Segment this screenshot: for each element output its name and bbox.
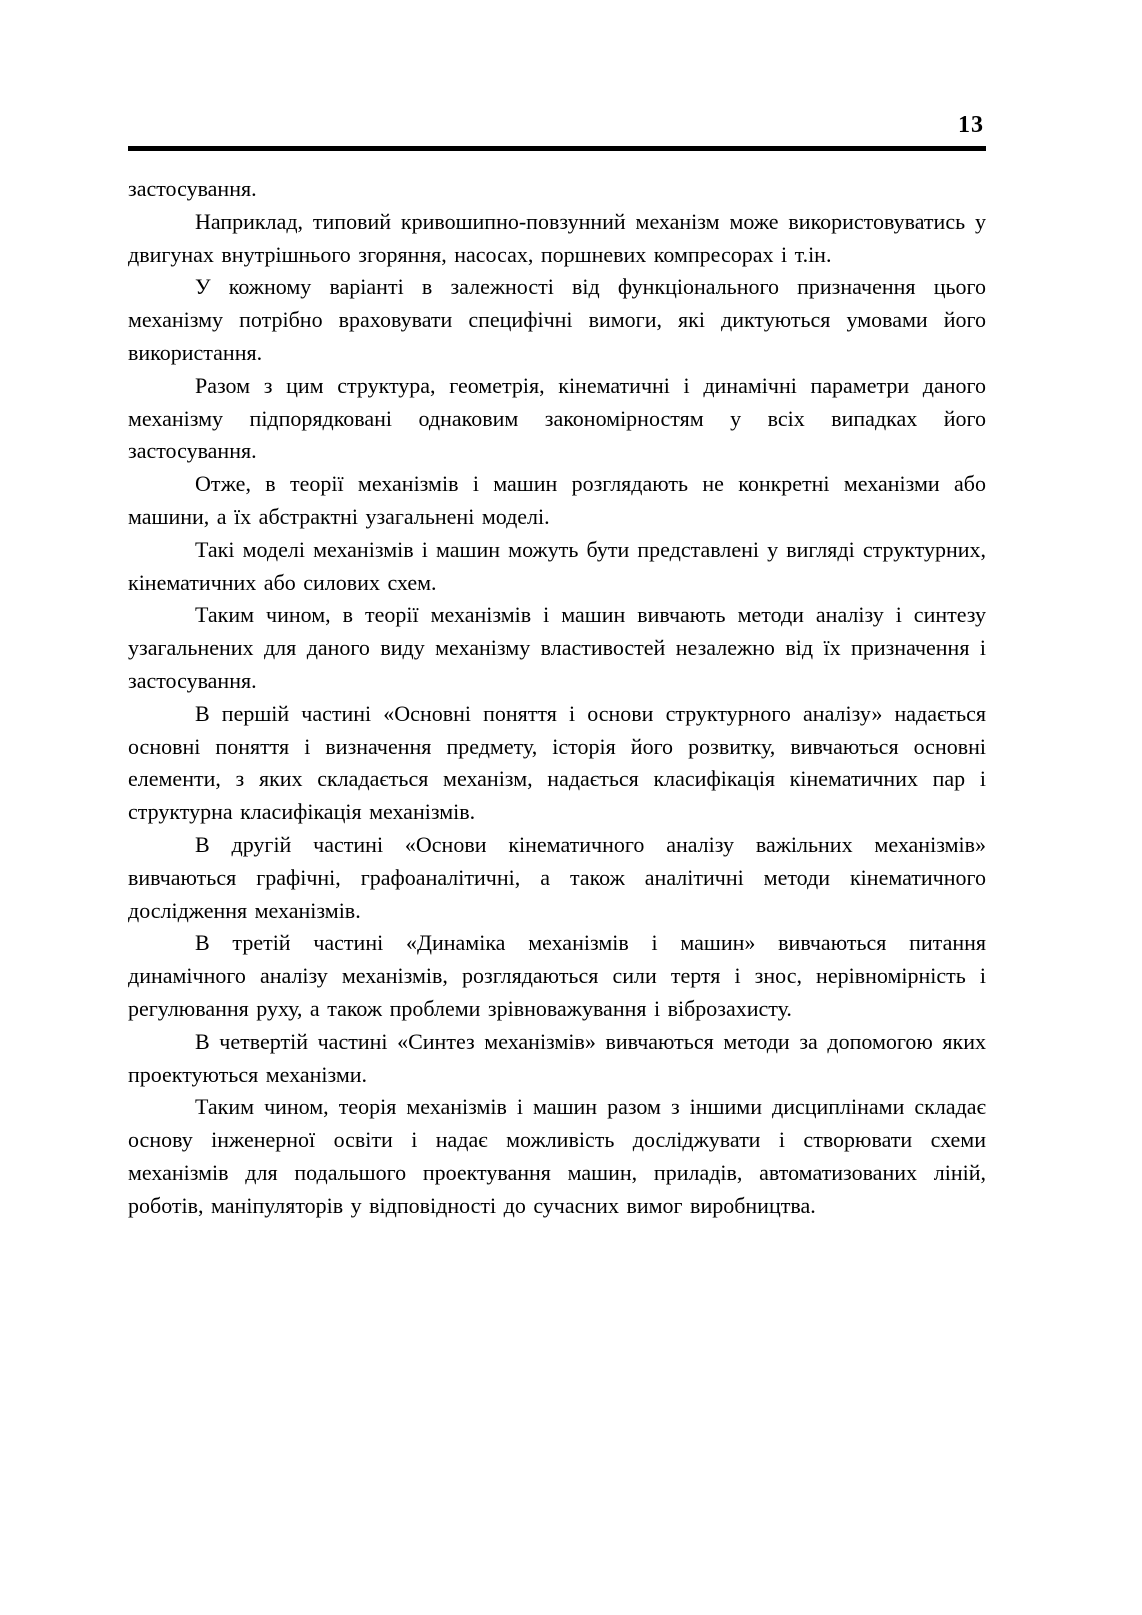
paragraph: Разом з цим структура, геометрія, кінематичні і динамічні параметри даного механізму підпорядковані однаковим закономірностям у всіх випадках його застосування. [128, 372, 986, 464]
paragraph: В першій частині «Основні поняття і основи структурного аналізу» надається основні поняття і визначення предмету, історія його розвитку, вивчаються основні елементи, з яких складається механізм, надається класифікація кінематичних пар і структурна класифікація механізмів. [128, 700, 986, 825]
body-text [128, 173, 986, 1223]
paragraph: В другій частині «Основи кінематичного аналізу важільних механізмів» вивчаються графічні, графоаналітичні, а також аналітичні методи кінематичного дослідження механізмів. [128, 831, 986, 923]
paragraph: Наприклад, типовий кривошипно-повзунний механізм може використовуватись у двигунах внутрішнього згоряння, насосах, поршневих компресорах і т.ін. [128, 208, 986, 267]
paragraph: В третій частині «Динаміка механізмів і машин» вивчаються питання динамічного аналізу механізмів, розглядаються сили тертя і знос, нерівномірність і регулювання руху, а також проблеми зрівноважування і віброзахисту. [128, 930, 986, 1021]
paragraph: У кожному варіанті в залежності від функціонального призначення цього механізму потрібно враховувати специфічні вимоги, які диктуються умовами його використання. [128, 274, 986, 365]
paragraph: Такі моделі механізмів і машин можуть бути представлені у вигляді структурних, кінематичних або силових схем. [128, 536, 986, 595]
page-header [128, 110, 986, 151]
paragraph: Отже, в теорії механізмів і машин розглядають не конкретні механізми або машини, а їх абстрактні узагальнені моделі. [128, 471, 986, 529]
page-number: 13 [958, 112, 984, 138]
paragraph: застосування. [128, 176, 257, 201]
paragraph: Таким чином, в теорії механізмів і машин вивчають методи аналізу і синтезу узагальнених для даного виду механізму властивостей незалежно від їх призначення і застосування. [128, 602, 986, 693]
paragraph: Таким чином, теорія механізмів і машин разом з іншими дисциплінами складає основу інженерної освіти і надає можливість досліджувати і створювати схеми механізмів для подальшого проектування машин, приладів, автоматизованих ліній, роботів, маніпуляторів у відповідності до сучасних вимог виробництва. [128, 1094, 986, 1218]
page-content-area [128, 110, 986, 1223]
header-rule [128, 146, 986, 151]
paragraph: В четвертій частині «Синтез механізмів» вивчаються методи за допомогою яких проектуються механізми. [128, 1028, 986, 1087]
